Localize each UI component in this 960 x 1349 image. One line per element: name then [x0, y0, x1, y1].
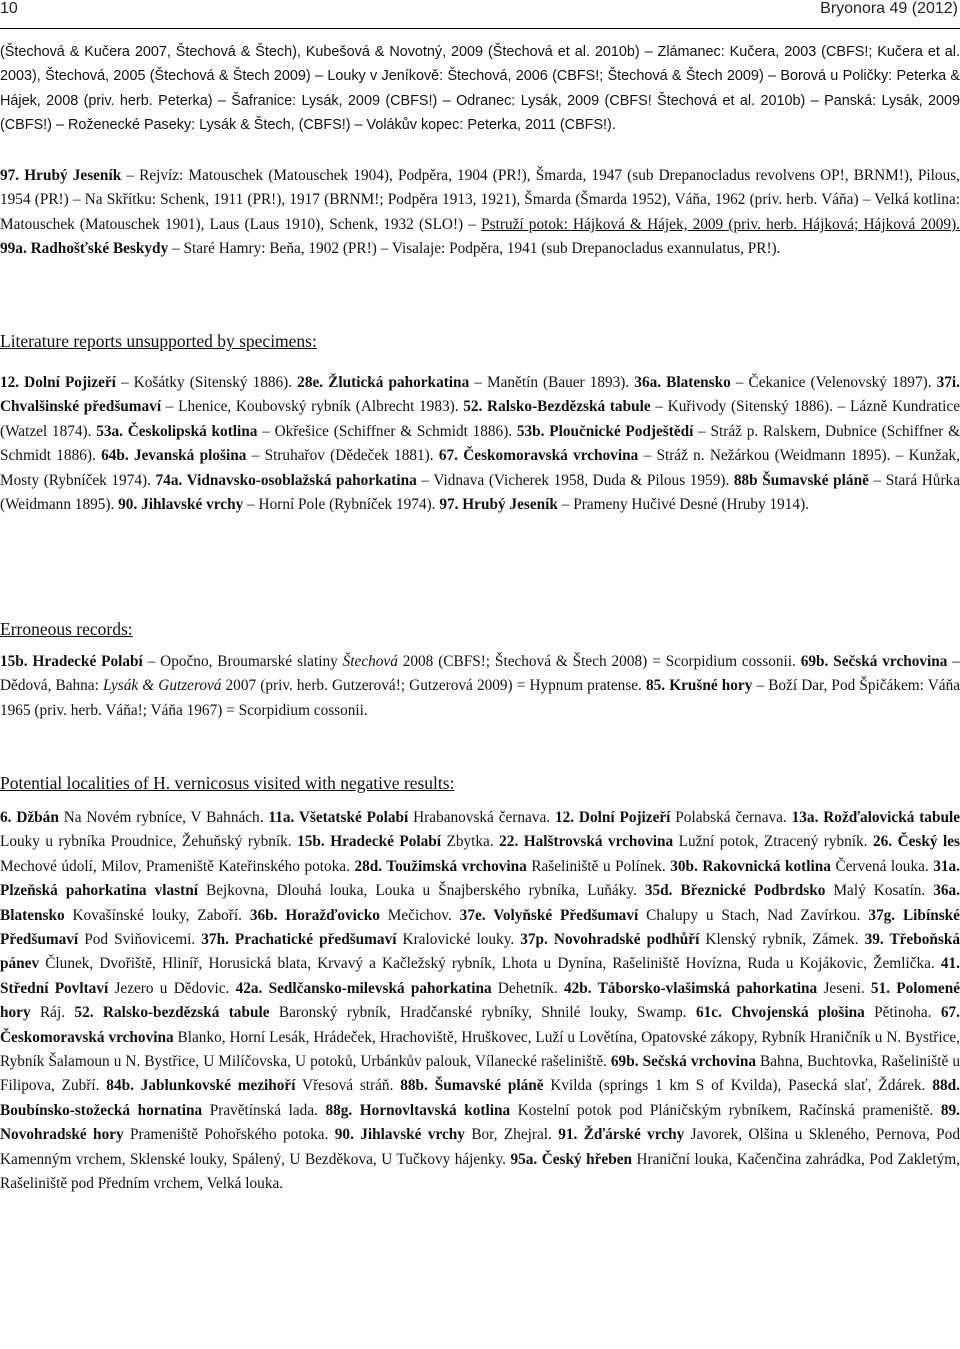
region-name: 51. Polomené hory: [0, 979, 960, 1022]
record-text: 2007 (priv. herb. Gutzerová!; Gutzerová 2009) = Hypnum pratense.: [221, 677, 646, 695]
running-header: [0, 0, 960, 22]
region-name: 36b. Horažďovicko: [249, 906, 380, 924]
locality-paragraph-97: [0, 164, 960, 262]
region-name: 52. Ralsko-bezdězská tabule: [74, 1004, 270, 1022]
record-text: – Lhenice, Koubovský rybník (Albrecht 1983).: [161, 398, 464, 416]
region-name: 42a. Sedlčansko-milevská pahorkatina: [235, 979, 492, 997]
region-name: 37e. Volyňské Předšumaví: [459, 906, 639, 924]
record-text: Zbytka.: [441, 833, 500, 851]
record-text: Blanko, Horní Lesák, Hrádeček, Hrachoviště, Hruškovec, Luží u Lovětína, Opatovské zákopy, Rybník Hraničník u N. Bystřice, Rybník Šalamoun u N. Bystřice, U Milíčovska, U potoků, Urbánkův palouk, Vílanecké rašeliniště.: [0, 1028, 960, 1071]
region-name: 37h. Prachatické předšumaví: [201, 931, 397, 949]
region-name: 53a. Českolipská kotlina: [96, 422, 258, 440]
region-name: 36a. Blatensko: [0, 882, 960, 924]
region-name: 6. Džbán: [0, 809, 59, 826]
underlined-record: Pstruží potok: Hájková & Hájek, 2009 (priv. herb. Hájková; Hájková 2009).: [481, 215, 960, 233]
record-text: Prameniště Pohořského potoka.: [123, 1126, 335, 1144]
collector: Štechová: [342, 653, 398, 670]
region-name: 15b. Hradecké Polabí: [297, 833, 442, 851]
region-name: 88d. Boubínsko-stožecká hornatina: [0, 1077, 960, 1119]
record-text: Polabská černava.: [670, 809, 792, 826]
record-text: Kovašínské louky, Zaboří.: [64, 906, 250, 924]
record-text: – Čekanice (Velenovský 1897).: [730, 374, 937, 391]
record-text: – Stará Hůrka (Weidmann 1895).: [0, 471, 960, 514]
record-text: Rašeliniště u Polínek.: [526, 857, 671, 875]
region-name: 88b Šumavské pláně: [733, 471, 869, 489]
region-name: 67. Českomoravská vrchovina: [438, 447, 639, 465]
region-name: 28d. Toužimská vrchovina: [354, 857, 527, 875]
record-text: Bejkovna, Dlouhá louka, Louka u Šnajberského rybníka, Luňáky.: [197, 882, 645, 900]
record-text: Mechové údolí, Milov, Prameniště Kateřinského potoka.: [0, 857, 355, 875]
region-name: 53b. Ploučnické Podještědí: [516, 422, 694, 440]
region-name: 30b. Rakovnická kotlina: [670, 857, 831, 875]
record-text: Hrabanovská černava.: [408, 809, 555, 826]
record-text: – Košátky (Sitenský 1886).: [115, 374, 298, 391]
record-text: Jeseni.: [817, 979, 871, 997]
record-text: – Kuřivody (Sitenský 1886). – Lázně Kundratice (Watzel 1874).: [0, 398, 960, 440]
region-name: 88g. Hornovltavská kotlina: [325, 1101, 511, 1119]
region-name: 13a. Rožďalovická tabule: [791, 809, 960, 826]
region-name: 36a. Blatensko: [634, 374, 731, 391]
erroneous-paragraph: [0, 650, 960, 723]
potential-localities-paragraph: [0, 806, 960, 1197]
record-text: Červená louka.: [830, 857, 934, 875]
region-name: 31a. Plzeňská pahorkatina vlastní: [0, 857, 960, 900]
region-name: 37p. Novohradské podhůří: [520, 931, 700, 949]
record-text: Pod Sviňovicemi.: [78, 931, 202, 949]
region-name: 37i. Chvalšinské předšumaví: [0, 374, 960, 416]
region-number: 99a.: [0, 240, 27, 258]
region-name: 42b. Táborsko-vlašimská pahorkatina: [564, 979, 818, 997]
region-name: 41. Střední Povltaví: [0, 955, 960, 997]
region-number: 97.: [0, 167, 20, 184]
record-text: – Manětín (Bauer 1893).: [469, 374, 635, 391]
region-name: 15b. Hradecké Polabí: [0, 653, 143, 670]
region-name: 85. Krušné hory: [646, 677, 753, 695]
region-name: 52. Ralsko-Bezdězská tabule: [463, 398, 651, 416]
region-name: 91. Žďárské vrchy: [558, 1126, 685, 1144]
record-text: Javorek, Olšina u Skleného, Pernova, Pod Kamenným vrchem, Sklenské louky, Spálený, U Bezděkova, U Tučkovy hájenky.: [0, 1126, 960, 1168]
region-name: Hrubý Jeseník: [24, 167, 122, 184]
record-text: Klenský rybník, Zámek.: [699, 931, 865, 949]
record-text: – Prameny Hučivé Desné (Hruby 1914).: [557, 496, 809, 514]
region-name: 61c. Chvojenská plošina: [695, 1004, 865, 1022]
locality-text: – Rejvíz: Matouschek (Matouschek 1904), Podpěra, 1904 (PR!), Šmarda, 1947 (sub Drepanocladus revolvens OP!, BRNM!), Pilous, 1954 (PR!) – Na Skřítku: Schenk, 1911 (PR!), 1917 (BRNM!; Podpěra 1913, 1921), Šmarda (Šmarda 1952), Váňa, 1962 (priv. herb. Váňa) – Velká kotlina: Matouschek (Matouschek 1901), Laus (Laus 1910), Schenk, 1932 (SLO!) –: [0, 167, 960, 233]
region-name: 11a. Všetatské Polabí: [268, 809, 409, 826]
region-name: 69b. Sečská vrchovina: [800, 653, 948, 670]
record-text: Lužní potok, Ztracený rybník.: [673, 833, 873, 851]
region-name: 97. Hrubý Jeseník: [439, 496, 558, 514]
page-number: 10: [0, 0, 18, 17]
record-text: Kostelní potok pod Pláničským rybníkem, Račínská prameniště.: [510, 1101, 941, 1119]
record-text: Vřesová stráň.: [295, 1077, 401, 1095]
record-text: Pětinoha.: [864, 1004, 941, 1022]
record-text: Bor, Zhejral.: [464, 1126, 559, 1144]
record-text: Baronský rybník, Hradčanské rybníky, Shnilé louky, Swamp.: [269, 1004, 696, 1022]
region-name: 90. Jihlavské vrchy: [334, 1126, 465, 1144]
region-name: 39. Třeboňská pánev: [0, 931, 960, 973]
region-name: 89. Novohradské hory: [0, 1101, 960, 1144]
record-text: Dehetník.: [491, 979, 564, 997]
region-name: 90. Jihlavské vrchy: [118, 496, 244, 514]
literature-heading: Literature reports unsupported by specimens:: [0, 331, 317, 351]
record-text: Kvilda (springs 1 km S of Kvilda), Pasecká slať, Ždárek.: [543, 1077, 933, 1095]
locality-paragraph-continued: [0, 40, 960, 138]
record-text: Na Novém rybníce, V Bahnách.: [58, 809, 269, 826]
record-text: – Dědová, Bahna:: [0, 653, 960, 695]
record-text: – Stráž n. Nežárkou (Weidmann 1895). – Kunžak, Mosty (Rybníček 1974).: [0, 447, 960, 489]
region-name: 35d. Březnické Podbrdsko: [644, 882, 826, 900]
region-name: 37g. Libínské Předšumaví: [0, 906, 960, 949]
collector: Lysák & Gutzerová: [102, 677, 222, 695]
erroneous-heading: Erroneous records:: [0, 619, 133, 639]
region-name: 12. Dolní Pojizeří: [0, 374, 116, 391]
region-name: 88b. Šumavské pláně: [400, 1077, 544, 1095]
locality-text: (Štechová & Kučera 2007, Štechová & Štech), Kubešová & Novotný, 2009 (Štechová et al. 2010b) – Zlámanec: Kučera, 2003 (CBFS!; Kučera et al. 2003), Štechová, 2005 (Štechová & Štech 2009) – Louky v Jeníkově: Štechová, 2006 (CBFS!; Štechová & Štech 2009) – Borová u Poličky: Peterka & Hájek, 2008 (priv. herb. Peterka) – Šafranice: Lysák, 2009 (CBFS!) – Odranec: Lysák, 2009 (CBFS! Štechová et al. 2010b) – Panská: Lysák, 2009 (CBFS!) – Roženecké Paseky: Lysák & Štech, (CBFS!) – Volákův kopec: Peterka, 2011 (CBFS!).: [0, 44, 960, 134]
record-text: Mečichov.: [379, 906, 460, 924]
record-text: – Opočno, Broumarské slatiny: [142, 653, 343, 670]
record-text: – Stráž p. Ralskem, Dubnice (Schiffner & Schmidt 1886).: [0, 422, 960, 465]
record-text: Bahna, Buchtovka, Rašeliniště u Filipova, Zubří.: [0, 1053, 960, 1095]
record-text: – Okřešice (Schiffner & Schmidt 1886).: [257, 422, 517, 440]
region-name: 67. Českomoravská vrchovina: [0, 1004, 960, 1046]
record-text: 2008 (CBFS!; Štechová & Štech 2008) = Scorpidium cossonii.: [397, 653, 801, 670]
potential-localities-heading: Potential localities of H. vernicosus visited with negative results:: [0, 773, 455, 793]
record-text: Ráj.: [30, 1004, 75, 1022]
record-text: – Horní Pole (Rybníček 1974).: [243, 496, 440, 514]
record-text: Pravětínská lada.: [202, 1101, 326, 1119]
region-name: 22. Halštrovská vrchovina: [499, 833, 674, 851]
record-text: – Vidnava (Vicherek 1958, Duda & Pilous 1959).: [416, 471, 734, 489]
record-text: Chalupy u Stach, Nad Zavírkou.: [638, 906, 869, 924]
record-text: – Struhařov (Dědeček 1881).: [246, 447, 439, 465]
header-rule: [0, 28, 960, 29]
literature-paragraph: [0, 371, 960, 517]
region-name: 84b. Jablunkovské mezihoří: [106, 1077, 296, 1095]
region-name: 12. Dolní Pojizeří: [554, 809, 671, 826]
region-name: Radhošťské Beskydy: [26, 240, 169, 258]
region-name: 74a. Vidnavsko-osoblažská pahorkatina: [155, 471, 417, 489]
record-text: – Boží Dar, Pod Špičákem: Váňa 1965 (priv. herb. Váňa!; Váňa 1967) = Scorpidium cossonii.: [0, 677, 960, 719]
record-text: Člunek, Dvořiště, Hliníř, Horusická blata, Krvavý a Kačležský rybník, Lhota u Dynína, Rašeliniště Hovízna, Ruda u Kojákovic, Žemlička.: [39, 955, 941, 973]
journal-title: Bryonora 49 (2012): [820, 0, 958, 17]
region-name: 95a. Český hřeben: [510, 1150, 633, 1168]
region-name: 69b. Sečská vrchovina: [610, 1053, 756, 1071]
locality-text: – Staré Hamry: Beňa, 1902 (PR!) – Visalaje: Podpěra, 1941 (sub Drepanocladus exannulatus, PR!).: [168, 240, 781, 258]
record-text: Kralovické louky.: [396, 931, 521, 949]
record-text: Jezero u Dědovic.: [108, 979, 236, 997]
region-name: 28e. Žlutická pahorkatina: [297, 374, 470, 391]
record-text: Malý Kosatín.: [825, 882, 934, 900]
record-text: Hraniční louka, Kačenčina zahrádka, Pod Zakletým, Rašeliniště pod Předním vrchem, Velká louka.: [0, 1150, 960, 1193]
record-text: Louky u rybníka Proudnice, Žehuňský rybník.: [0, 833, 298, 851]
region-name: 64b. Jevanská plošina: [101, 447, 247, 465]
region-name: 26. Český les: [872, 833, 960, 851]
